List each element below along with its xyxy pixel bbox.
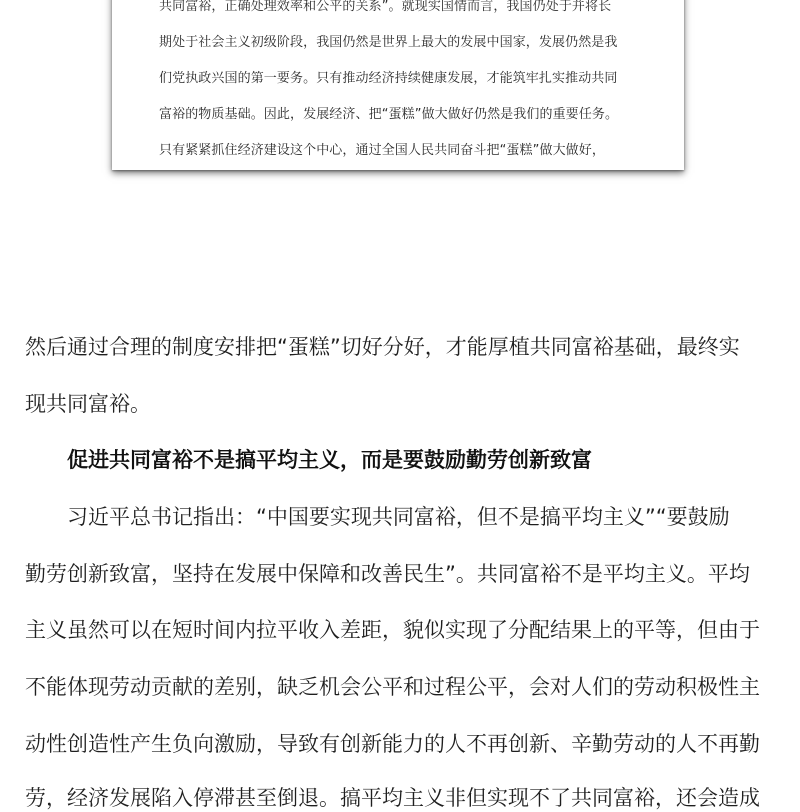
paragraph-line: 主义虽然可以在短时间内拉平收入差距，貌似实现了分配结果上的平等，但由于: [25, 618, 760, 642]
preview-line: 只有紧紧抓住经济建设这个中心，通过全国人民共同奋斗把“蛋糕”做大做好，: [159, 143, 605, 158]
paragraph-line: 习近平总书记指出：“中国要实现共同富裕，但不是搞平均主义”“要鼓励: [67, 505, 730, 529]
preview-line: 共同富裕，正确处理效率和公平的关系”。就现实国情而言，我国仍处于并将长: [159, 0, 612, 14]
paragraph-line: 劳，经济发展陷入停滞甚至倒退。搞平均主义非但实现不了共同富裕，还会造成: [25, 786, 760, 810]
paragraph-line: 勤劳创新致富，坚持在发展中保障和改善民生”。共同富裕不是平均主义。平均: [25, 562, 750, 586]
paragraph-line: 不能体现劳动贡献的差别，缺乏机会公平和过程公平，会对人们的劳动积极性主: [25, 675, 760, 699]
preview-line: 富裕的物质基础。因此，发展经济、把“蛋糕”做大做好仍然是我们的重要任务。: [159, 107, 619, 122]
paragraph-line: 现共同富裕。: [25, 392, 151, 416]
paragraph-line: 动性创造性产生负向激励，导致有创新能力的人不再创新、辛勤劳动的人不再勤: [25, 732, 760, 756]
paragraph-line: 然后通过合理的制度安排把“蛋糕”切好分好，才能厚植共同富裕基础，最终实: [25, 335, 740, 359]
preview-line: 期处于社会主义初级阶段，我国仍然是世界上最大的发展中国家，发展仍然是我: [159, 35, 618, 50]
preview-line: 们党执政兴国的第一要务。只有推动经济持续健康发展，才能筑牢扎实推动共同: [159, 71, 618, 86]
section-heading: 促进共同富裕不是搞平均主义，而是要鼓励勤劳创新致富: [67, 448, 592, 472]
